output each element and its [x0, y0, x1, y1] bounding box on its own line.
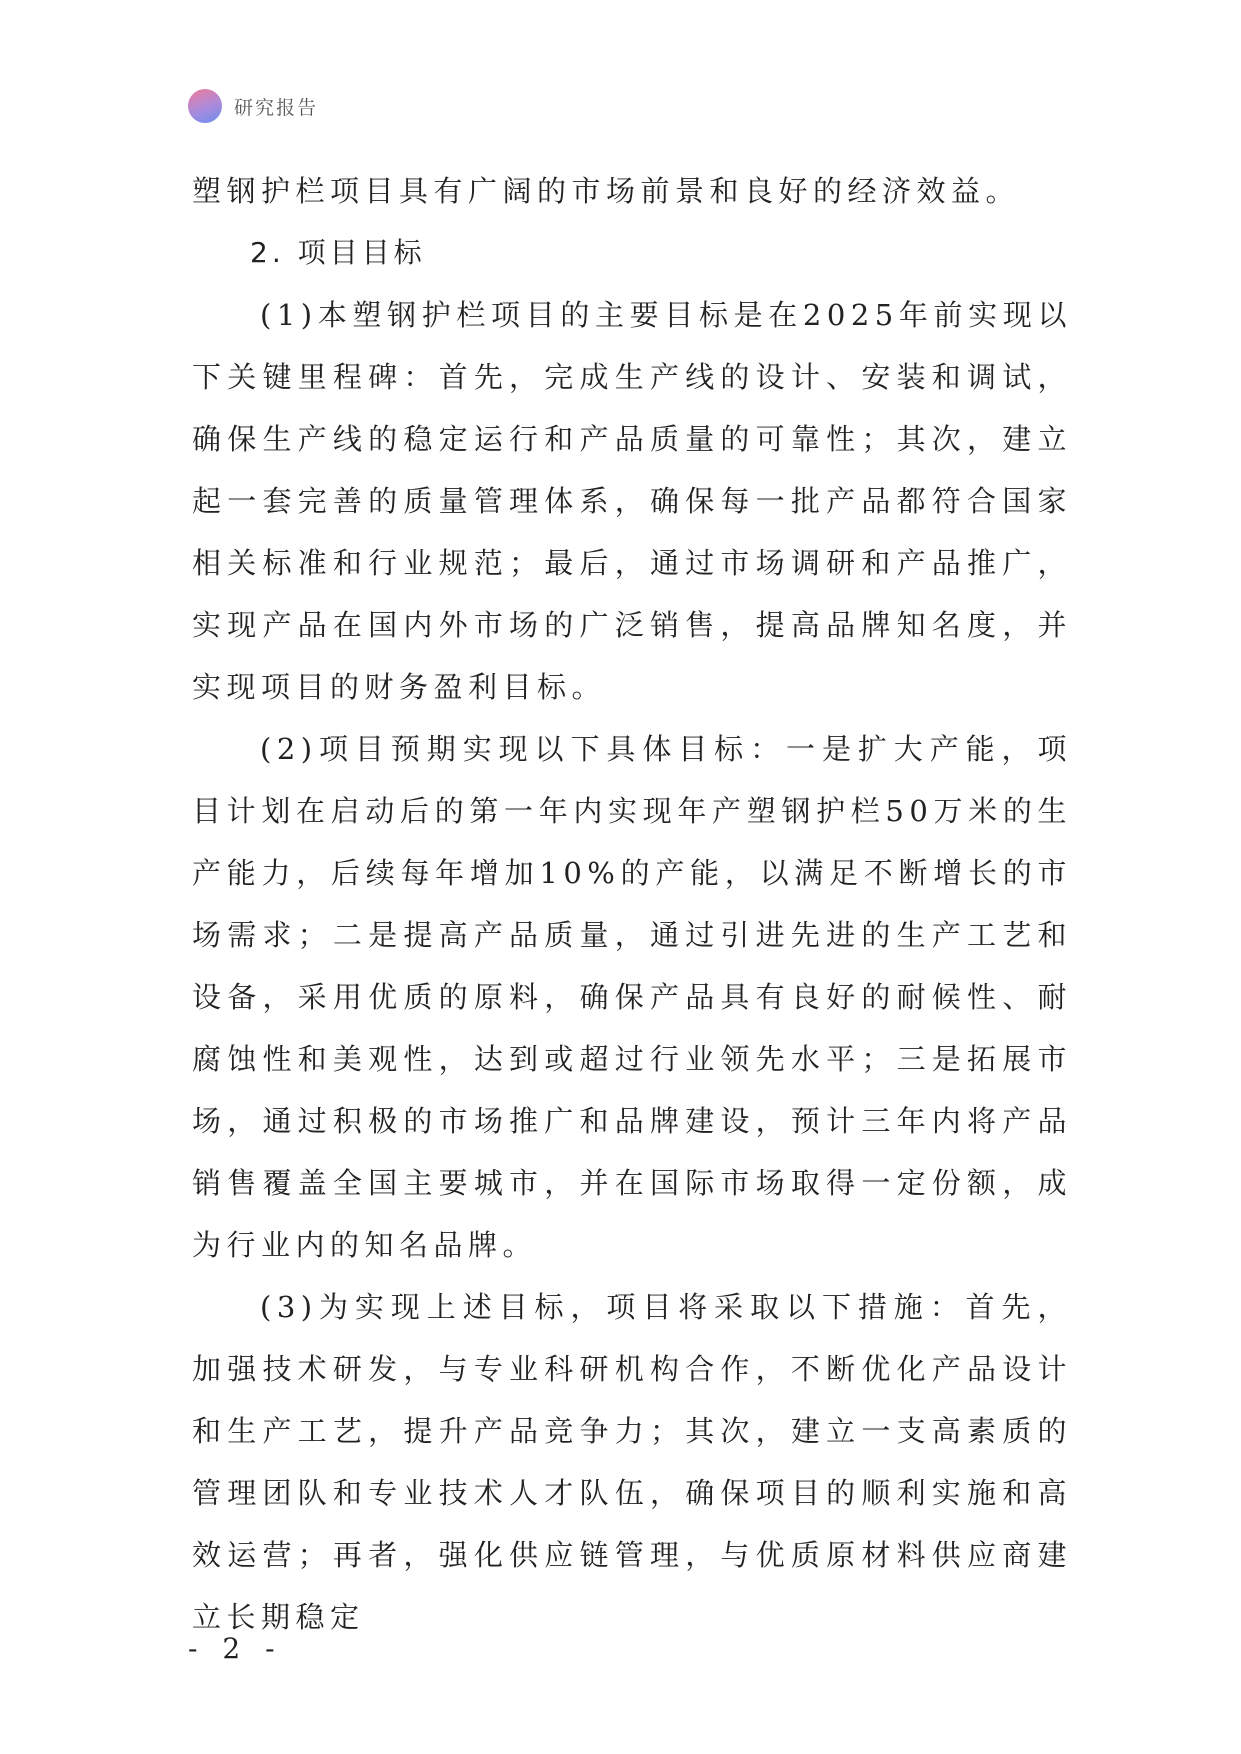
gradient-circle-icon: [188, 89, 222, 123]
paragraph-3: (3)为实现上述目标，项目将采取以下措施：首先，加强技术研发，与专业科研机构合作，不断优化产品设计和生产工艺，提升产品竞争力；其次，建立一支高素质的管理团队和专业技术人才队伍，确保项目的顺利实施和高效运营；再者，强化供应链管理，与优质原材料供应商建立长期稳定: [192, 1290, 1072, 1634]
page-header: [188, 88, 318, 124]
section-heading: 2. 项目目标: [250, 236, 426, 269]
paragraph-2: (2)项目预期实现以下具体目标：一是扩大产能，项目计划在启动后的第一年内实现年产塑钢护栏50万米的生产能力，后续每年增加10%的产能，以满足不断增长的市场需求；二是提高产品质量，通过引进先进的生产工艺和设备，采用优质的原料，确保产品具有良好的耐候性、耐腐蚀性和美观性，达到或超过行业领先水平；三是拓展市场，通过积极的市场推广和品牌建设，预计三年内将产品销售覆盖全国主要城市，并在国际市场取得一定份额，成为行业内的知名品牌。: [192, 732, 1072, 1262]
header-title: 研究报告: [234, 96, 319, 119]
page-number: - 2 -: [188, 1632, 283, 1665]
paragraph-1: (1)本塑钢护栏项目的主要目标是在2025年前实现以下关键里程碑：首先，完成生产线的设计、安装和调试，确保生产线的稳定运行和产品质量的可靠性；其次，建立起一套完善的质量管理体系，确保每一批产品都符合国家相关标准和行业规范；最后，通过市场调研和产品推广，实现产品在国内外市场的广泛销售，提高品牌知名度，并实现项目的财务盈利目标。: [192, 298, 1072, 704]
intro-tail-paragraph: 塑钢护栏项目具有广阔的市场前景和良好的经济效益。: [192, 174, 1021, 208]
document-body: [192, 160, 1072, 1648]
